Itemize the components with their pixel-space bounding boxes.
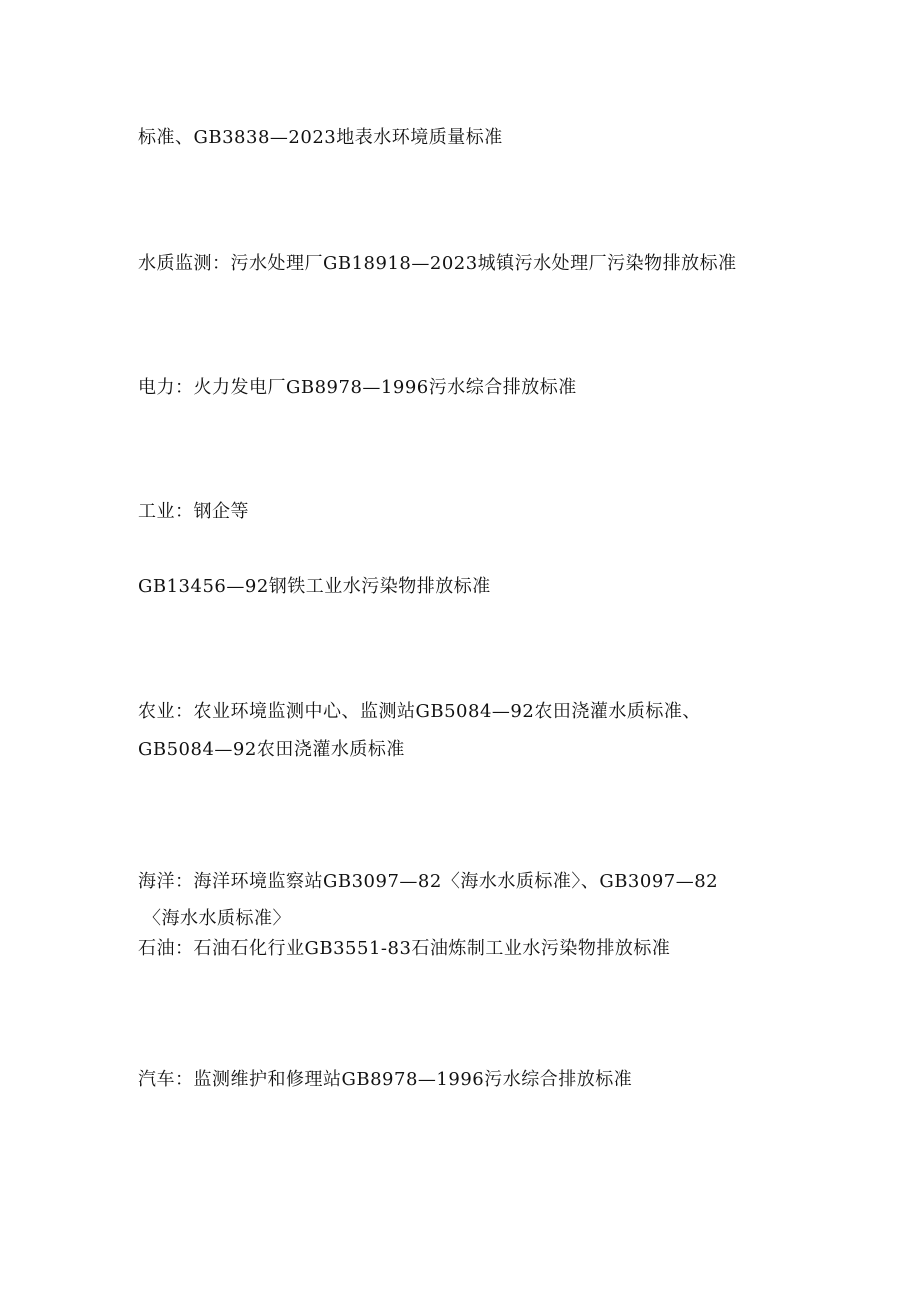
text-line-agriculture: 农业：农业环境监测中心、监测站GB5084—92农田浇灌水质标准、: [138, 701, 701, 722]
text-line-automotive: 汽车：监测维护和修理站GB8978—1996污水综合排放标准: [138, 1069, 633, 1090]
text-line-water-quality-monitoring: 水质监测：污水处理厂GB18918—2023城镇污水处理厂污染物排放标准: [138, 253, 737, 274]
text-line-ocean-continued: 〈海水水质标准〉: [143, 908, 291, 929]
text-line-ocean: 海洋：海洋环境监察站GB3097—82〈海水水质标准〉、GB3097—82: [138, 871, 719, 892]
text-line-steel-standard: GB13456—92钢铁工业水污染物排放标准: [138, 576, 491, 597]
text-line-industry: 工业：钢企等: [138, 501, 249, 522]
text-line-surface-water-standard: 标准、GB3838—2023地表水环境质量标准: [138, 127, 503, 148]
text-line-agriculture-continued: GB5084—92农田浇灌水质标准: [138, 739, 405, 760]
text-line-petroleum: 石油：石油石化行业GB3551-83石油炼制工业水污染物排放标准: [138, 938, 671, 959]
text-line-electric-power: 电力：火力发电厂GB8978—1996污水综合排放标准: [138, 377, 577, 398]
